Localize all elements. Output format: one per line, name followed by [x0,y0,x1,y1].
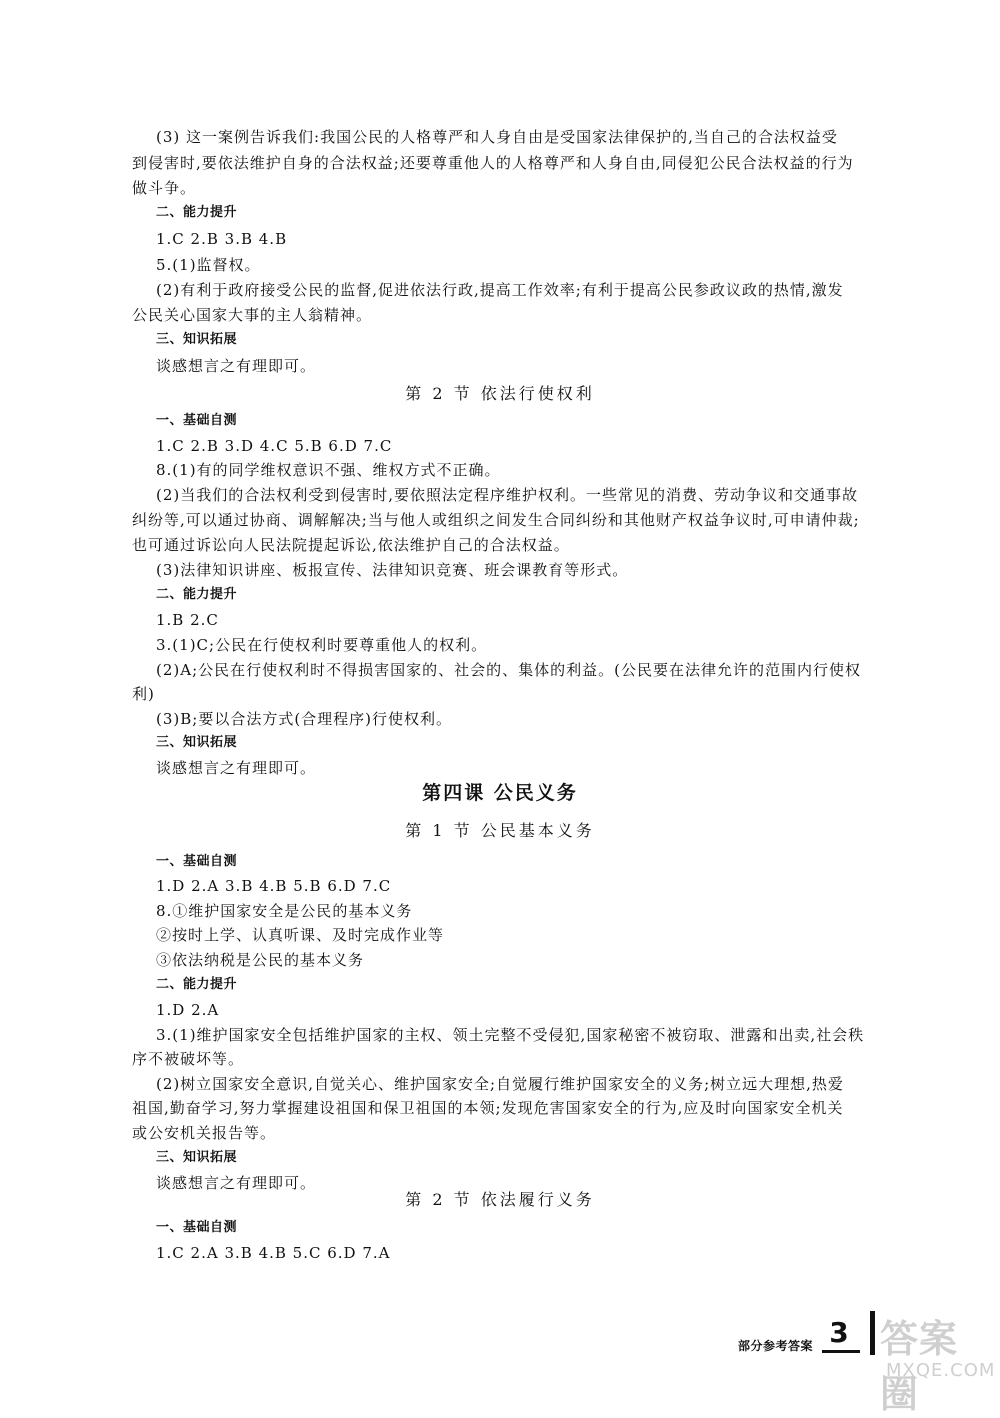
text-line: 到侵害时,要依法维护自身的合法权益;还要尊重他人的人格尊严和人身自由,同侵犯公民合法权益的行为 [132,154,854,172]
watermark-text-bottom: MXQE.COM [886,1360,996,1381]
text-line: 谈感想言之有理即可。 [156,759,317,777]
text-line: 做斗争。 [132,179,197,197]
text-line: (3) 这一案例告诉我们:我国公民的人格尊严和人身自由是受国家法律保护的,当自己的合法权益受 [156,128,838,146]
text-line: 8.(1)有的同学维权意识不强、维权方式不正确。 [156,461,501,479]
watermark-text-top: 答案圈 [880,1317,959,1416]
text-line: 8.①维护国家安全是公民的基本义务 [156,902,413,920]
section-heading: 第 2 节 依法履行义务 [405,1190,595,1209]
text-line: (2)有利于政府接受公民的监督,促进依法行政,提高工作效率;有利于提高公民参政议政的热情,激发 [156,281,844,299]
text-line: ②按时上学、认真听课、及时完成作业等 [156,926,445,944]
text-line: 谈感想言之有理即可。 [156,357,317,375]
text-line: 谈感想言之有理即可。 [156,1174,317,1192]
text-line: 公民关心国家大事的主人翁精神。 [132,306,373,324]
footer-label: 部分参考答案 [738,1339,814,1353]
page-number-bar [870,1311,875,1355]
text-line: (2)A;公民在行使权利时不得损害国家的、社会的、集体的利益。(公民要在法律允许的范围内行使权 [156,661,861,679]
page-number: 3 [829,1316,849,1349]
page-number-underline [822,1350,860,1353]
subsection-heading: 二、能力提升 [156,977,238,992]
text-line: 1.C 2.B 3.B 4.B [156,230,288,248]
subsection-heading: 一、基础自测 [156,1220,238,1235]
text-line: 1.B 2.C [156,611,219,629]
subsection-heading: 三、知识拓展 [156,1150,238,1165]
text-line: 也可通过诉讼向人民法院提起诉讼,依法维护自己的合法权益。 [132,536,570,554]
text-line: 1.C 2.B 3.D 4.C 5.B 6.D 7.C [156,437,393,455]
text-line: 1.C 2.A 3.B 4.B 5.C 6.D 7.A [156,1244,391,1262]
text-line: 纠纷等,可以通过协商、调解解决;当与他人或组织之间发生合同纠纷和其他财产权益争议时,可申请仲裁; [132,511,860,529]
text-line: 序不被破坏等。 [132,1050,245,1068]
text-line: 祖国,勤奋学习,努力掌握建设祖国和保卫祖国的本领;发现危害国家安全的行为,应及时向国家安全机关 [132,1099,844,1117]
section-heading: 第 2 节 依法行使权利 [405,384,595,403]
section-heading: 第 1 节 公民基本义务 [405,821,595,840]
subsection-heading: 一、基础自测 [156,413,238,428]
subsection-heading: 二、能力提升 [156,587,238,602]
lesson-heading: 第四课 公民义务 [422,782,578,804]
text-line: 3.(1)C;公民在行使权利时要尊重他人的权利。 [156,636,488,654]
subsection-heading: 二、能力提升 [156,205,238,220]
text-line: (3)B;要以合法方式(合理程序)行使权利。 [156,710,453,728]
text-line: 1.D 2.A [156,1001,220,1019]
text-line: 5.(1)监督权。 [156,256,261,274]
text-line: 或公安机关报告等。 [132,1124,277,1142]
subsection-heading: 一、基础自测 [156,854,238,869]
text-line: (2)树立国家安全意识,自觉关心、维护国家安全;自觉履行维护国家安全的义务;树立远大理想,热爱 [156,1075,844,1093]
text-line: ③依法纳税是公民的基本义务 [156,951,365,969]
subsection-heading: 三、知识拓展 [156,735,238,750]
text-line: 1.D 2.A 3.B 4.B 5.B 6.D 7.C [156,877,392,895]
text-line: 利) [132,685,155,703]
watermark-logo [880,1308,996,1416]
text-line: (2)当我们的合法权利受到侵害时,要依照法定程序维护权利。一些常见的消费、劳动争议和交通事故 [156,486,859,504]
subsection-heading: 三、知识拓展 [156,332,238,347]
text-line: (3)法律知识讲座、板报宣传、法律知识竞赛、班会课教育等形式。 [156,561,629,579]
text-line: 3.(1)维护国家安全包括维护国家的主权、领土完整不受侵犯,国家秘密不被窃取、泄露和出卖,社会秩 [156,1026,865,1044]
